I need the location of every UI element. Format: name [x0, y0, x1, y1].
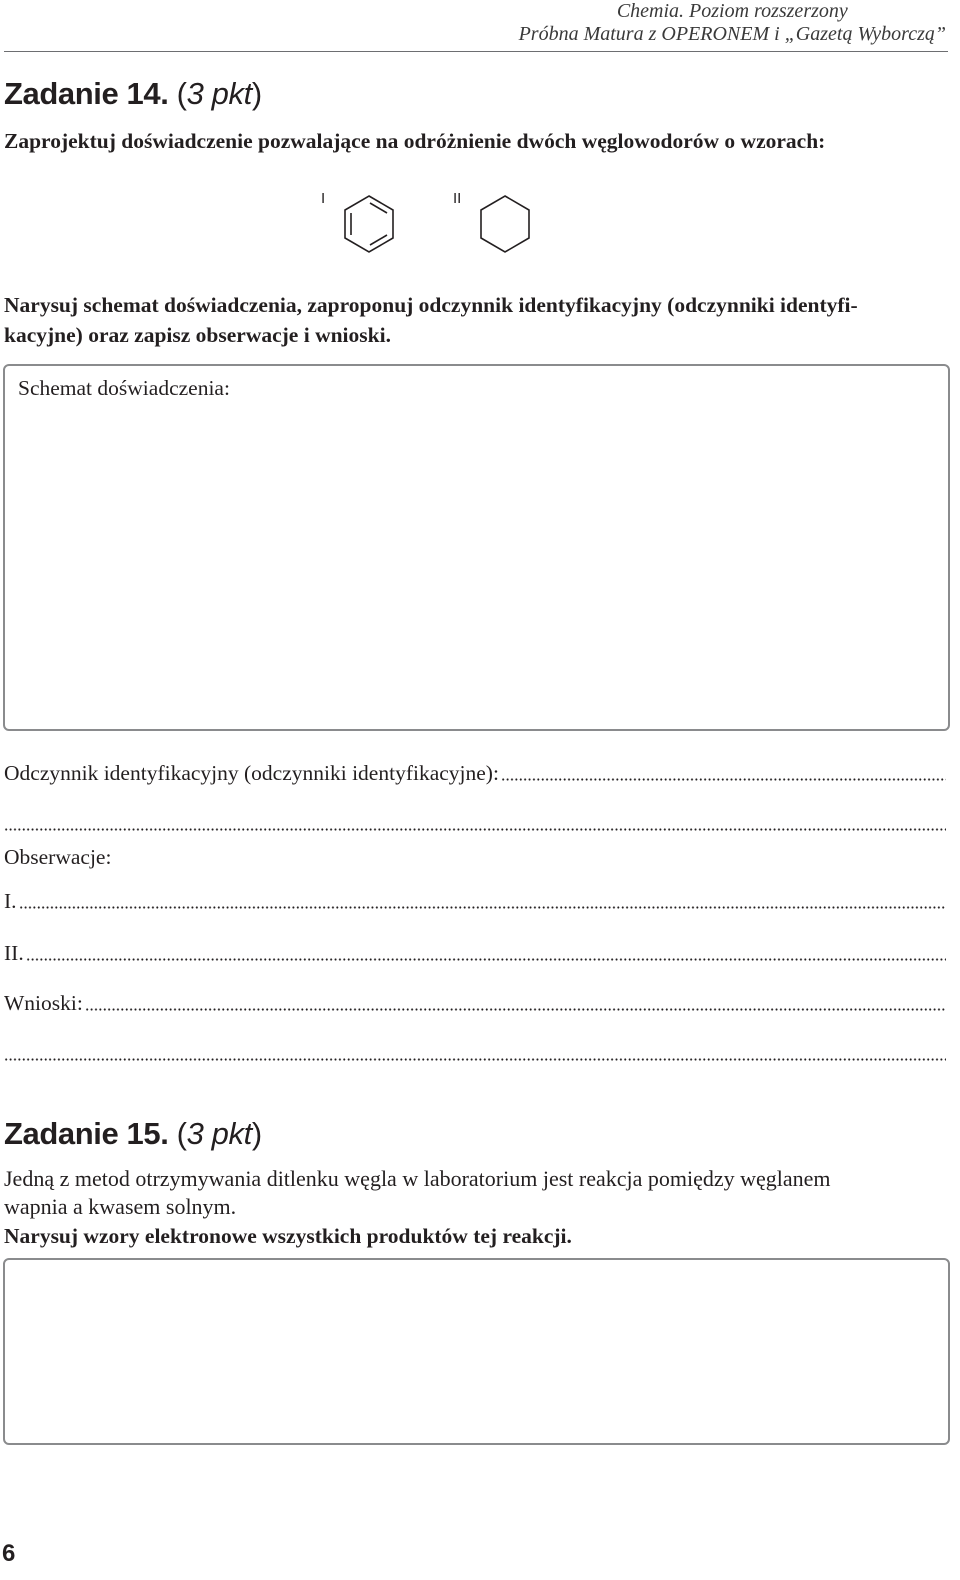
dotted-line [85, 1008, 946, 1011]
observation-I-line[interactable] [4, 886, 946, 914]
conclusions-line[interactable] [4, 988, 946, 1016]
experiment-schema-box[interactable] [3, 364, 950, 731]
electron-formulas-box[interactable] [3, 1258, 950, 1445]
conclusions-label: Wnioski: [4, 991, 83, 1015]
observation-II-label: II. [4, 941, 24, 965]
header-divider [4, 51, 948, 52]
task-14-points: 3 pkt [186, 76, 252, 111]
page-header [519, 0, 946, 46]
dotted-line [501, 778, 946, 781]
header-exam-name: Próbna Matura z OPERONEM i „Gazetą Wyborczą” [518, 23, 946, 45]
task-14-title: Zadanie 14. (3 pkt) [4, 76, 262, 111]
experiment-schema-label: Schemat doświadczenia: [18, 376, 230, 400]
header-subject: Chemia. Poziom rozszerzony [616, 0, 848, 22]
dotted-line [4, 828, 946, 831]
task-15-title: Zadanie 15. (3 pkt) [4, 1116, 262, 1151]
reagent-answer-line-2[interactable] [4, 808, 946, 836]
observations-label: Obserwacje: [4, 845, 112, 869]
task-15-instruction: Narysuj wzory elektronowe wszystkich produktów tej reakcji. [4, 1224, 572, 1248]
observation-II-line[interactable] [4, 938, 946, 966]
dotted-line [4, 1058, 946, 1061]
hydrocarbon-formulas-svg [300, 182, 550, 272]
dotted-line [19, 906, 946, 909]
task-15-text: Jedną z metod otrzymywania ditlenku węgla w laboratorium jest reakcja pomiędzy węglanem wapnia a kwasem solnym. [4, 1166, 831, 1219]
conclusions-line-2[interactable] [4, 1038, 946, 1066]
observation-I-label: I. [4, 889, 17, 913]
task-14-instruction: Narysuj schemat doświadczenia, zaproponuj odczynnik identyfikacyjny (odczynniki identyfi- kacyjne) oraz zapisz obserwacje i wnioski. [4, 293, 858, 347]
reagent-label: Odczynnik identyfikacyjny (odczynniki identyfikacyjne): [4, 761, 499, 785]
dotted-line [26, 958, 946, 961]
reagent-answer-line[interactable] [4, 758, 946, 786]
task-14-intro: Zaprojektuj doświadczenie pozwalające na odróżnienie dwóch węglowodorów o wzorach: [4, 129, 826, 153]
cyclohexane-ring [481, 196, 529, 252]
task-15-points: 3 pkt [186, 1116, 252, 1151]
formula-label-I: I [321, 190, 326, 207]
page-number: 6 [2, 1540, 16, 1567]
formula-label-II: II [453, 190, 462, 207]
benzene-ring [345, 196, 393, 252]
hydrocarbon-formulas [300, 182, 550, 272]
